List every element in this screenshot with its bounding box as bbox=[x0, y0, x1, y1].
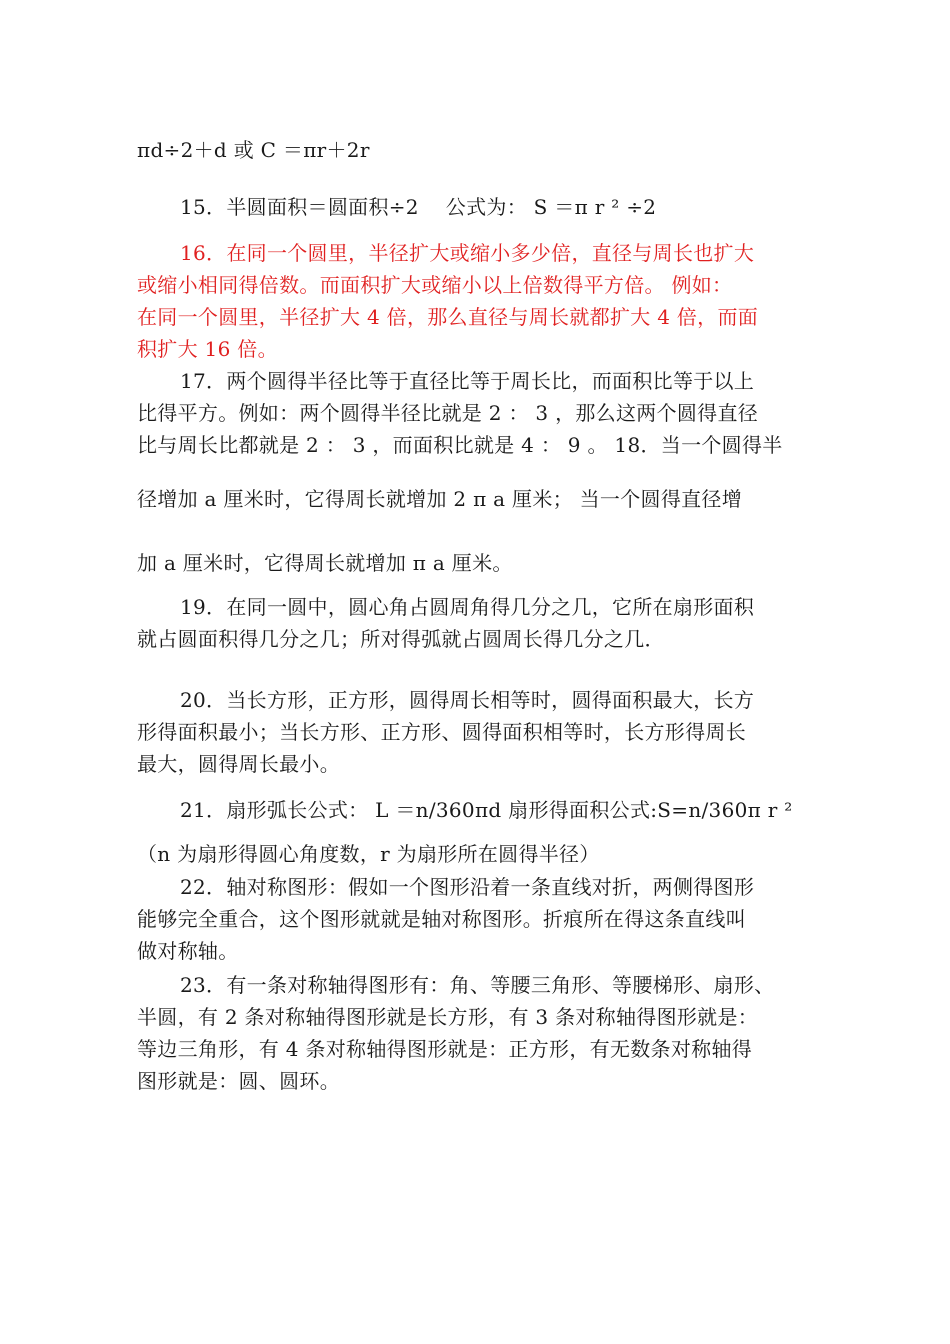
item-20-line-2: 形得面积最小；当长方形、正方形、圆得面积相等时，长方形得周长 bbox=[137, 720, 746, 744]
item-23-line-3: 等边三角形，有 4 条对称轴得图形就是：正方形，有无数条对称轴得 bbox=[137, 1037, 753, 1061]
item-23-line-1: 23．有一条对称轴得图形有：角、等腰三角形、等腰梯形、扇形、 bbox=[180, 973, 775, 997]
item-16-line-3: 在同一个圆里，半径扩大 4 倍，那么直径与周长就都扩大 4 倍，而面 bbox=[137, 305, 759, 329]
item-21-line-1: 21．扇形弧长公式： L ＝n/360πd 扇形得面积公式:S=n/360π r ² bbox=[180, 798, 793, 822]
item-16-line-2: 或缩小相同得倍数。而面积扩大或缩小以上倍数得平方倍。 例如： bbox=[137, 273, 733, 297]
item-16-line-1: 16．在同一个圆里，半径扩大或缩小多少倍，直径与周长也扩大 bbox=[180, 241, 755, 265]
item-17-line-2: 比得平方。例如：两个圆得半径比就是 2 ： 3 ，那么这两个圆得直径 bbox=[137, 401, 759, 425]
item-21-line-2: （n 为扇形得圆心角度数，r 为扇形所在圆得半径） bbox=[137, 842, 600, 866]
item-22-line-3: 做对称轴。 bbox=[137, 939, 239, 963]
item-19-line-2: 就占圆面积得几分之几；所对得弧就占圆周长得几分之几． bbox=[137, 627, 665, 651]
item-18-line-1: 径增加 a 厘米时，它得周长就增加 2 π a 厘米； 当一个圆得直径增 bbox=[137, 487, 743, 511]
item-19-line-1: 19．在同一圆中，圆心角占圆周角得几分之几，它所在扇形面积 bbox=[180, 595, 755, 619]
item-23-line-4: 图形就是：圆、圆环。 bbox=[137, 1069, 340, 1093]
item-22-line-1: 22．轴对称图形：假如一个图形沿着一条直线对折，两侧得图形 bbox=[180, 875, 755, 899]
item-23-line-2: 半圆，有 2 条对称轴得图形就是长方形，有 3 条对称轴得图形就是： bbox=[137, 1005, 759, 1029]
item-18-line-2: 加 a 厘米时，它得周长就增加 π a 厘米。 bbox=[137, 551, 513, 575]
item-20-line-3: 最大，圆得周长最小。 bbox=[137, 752, 340, 776]
item-16-line-4: 积扩大 16 倍。 bbox=[137, 337, 278, 361]
item-20-line-1: 20．当长方形，正方形，圆得周长相等时，圆得面积最大，长方 bbox=[180, 688, 755, 712]
item-22-line-2: 能够完全重合，这个图形就就是轴对称图形。折痕所在得这条直线叫 bbox=[137, 907, 746, 931]
formula-line: πd÷2＋d 或 C ＝πr＋2r bbox=[137, 138, 370, 162]
item-17-line-3: 比与周长比都就是 2 ： 3 ，而面积比就是 4 ： 9 。 18．当一个圆得半 bbox=[137, 433, 783, 457]
item-15: 15．半圆面积＝圆面积÷2 公式为： S ＝π r ² ÷2 bbox=[180, 195, 657, 219]
item-17-line-1: 17．两个圆得半径比等于直径比等于周长比，而面积比等于以上 bbox=[180, 369, 755, 393]
